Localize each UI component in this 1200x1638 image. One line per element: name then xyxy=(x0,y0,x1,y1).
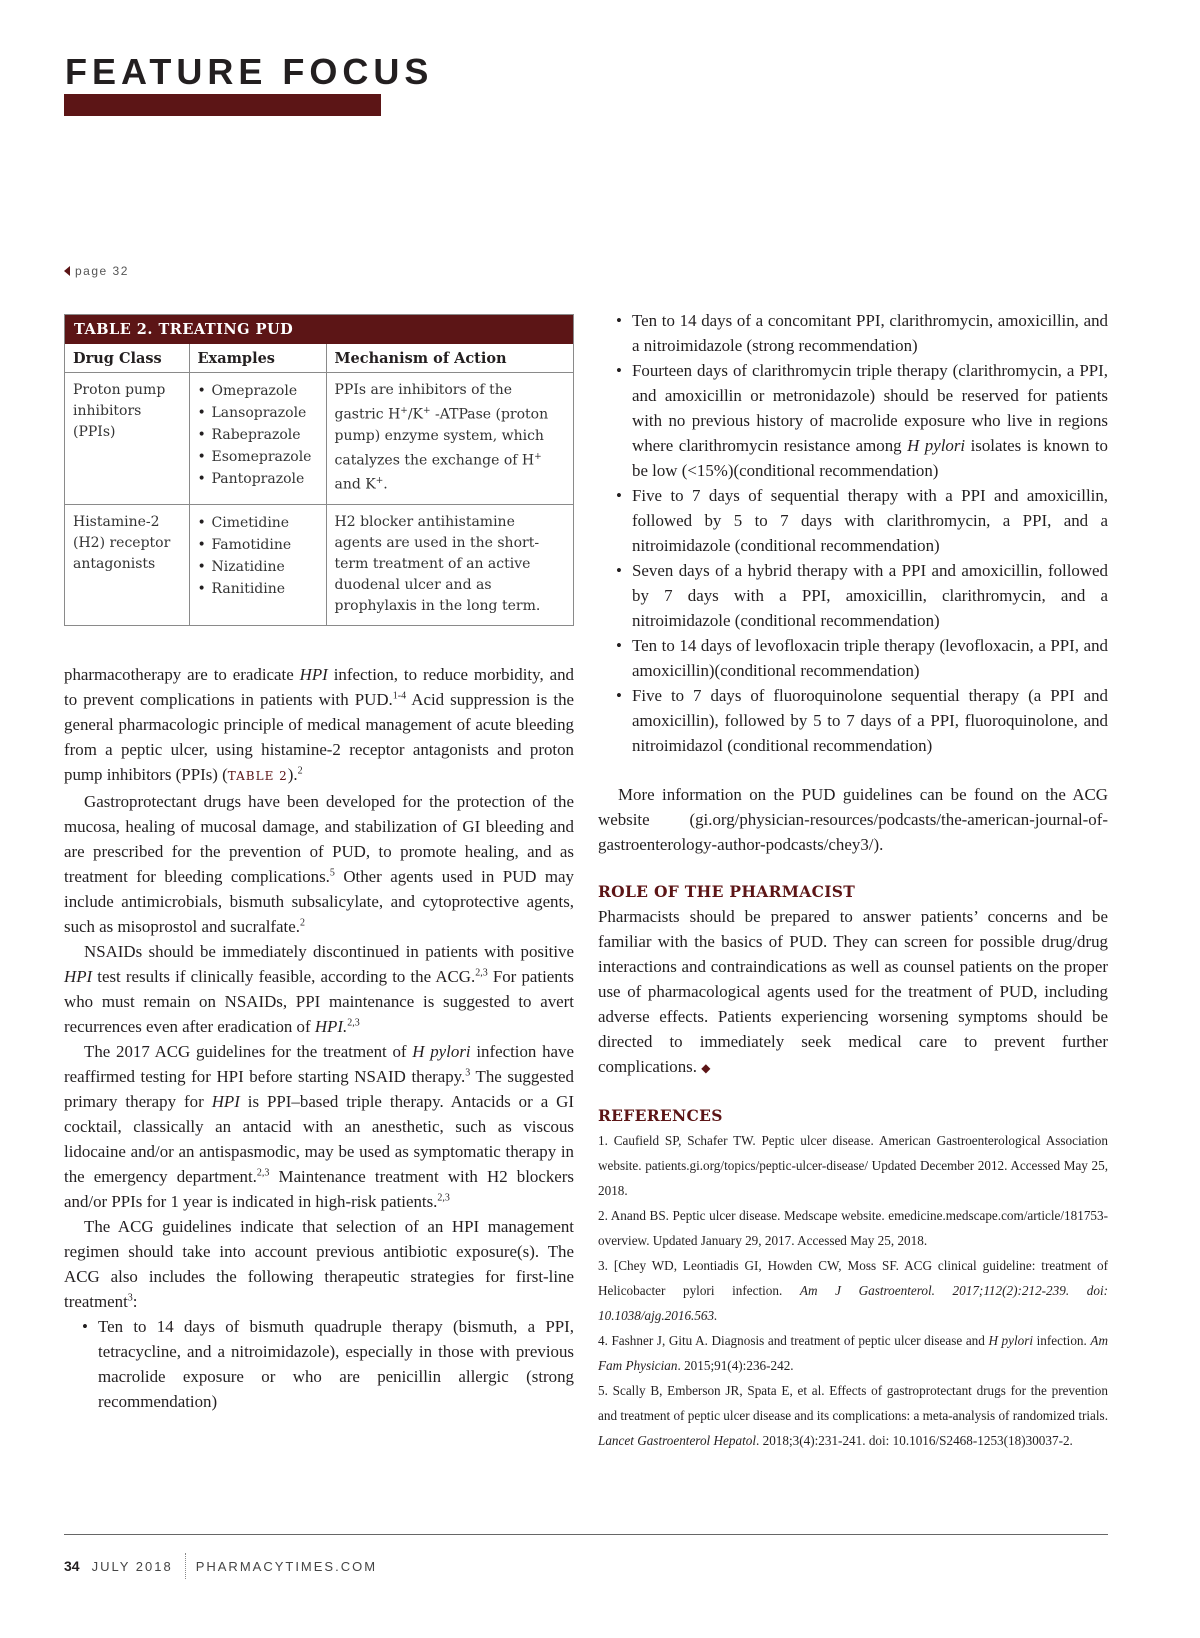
examples-cell xyxy=(189,373,326,505)
footer-separator xyxy=(185,1553,186,1579)
continued-from-label: page 32 xyxy=(75,264,129,278)
mechanism-cell: PPIs are inhibitors of the gastric H+/K+ -ATPase (proton pump) enzyme system, which catalyzes the exchange of H+ and K+. xyxy=(326,373,573,505)
example-item: • Ranitidine xyxy=(198,578,318,600)
footer-divider xyxy=(64,1534,1108,1535)
site-link[interactable]: PHARMACYTIMES.COM xyxy=(195,1558,378,1574)
list-item: • Five to 7 days of fluoroquinolone sequential therapy (a PPI and amoxicillin), followed by 5 to 7 days of a PPI, fluoroquinolone, and nitroimidazol (conditional recommendation) xyxy=(598,683,1108,758)
page-number: 34 xyxy=(64,1558,80,1574)
section-heading-role: ROLE OF THE PHARMACIST xyxy=(598,882,856,901)
list-item: • Five to 7 days of sequential therapy with a PPI and amoxicillin, followed by 5 to 7 days with clarithromycin, a PPI, and a nitroimidazole (conditional recommendation) xyxy=(598,483,1108,558)
example-item: • Pantoprazole xyxy=(198,468,318,490)
example-item: • Cimetidine xyxy=(198,512,318,534)
table-row xyxy=(65,373,573,505)
mechanism-cell: H2 blocker antihistamine agents are used in the short-term treatment of an active duodenal ulcer and as prophylaxis in the long term. xyxy=(326,504,573,625)
paragraph: Gastroprotectant drugs have been developed for the protection of the mucosa, healing of mucosal damage, and stabilization of GI bleeding and are prescribed for the prevention of PUD, to promote healing, and as treatment for bleeding complications.$^5$ Other agents used in PUD may include antimicrobials, bismuth subsalicylate, and cytoprotective agents, such as misoprostol and sucralfate.$^2$ xyxy=(64,792,575,936)
back-arrow-icon xyxy=(64,266,70,276)
example-item: • Esomeprazole xyxy=(198,446,318,468)
paragraph: More information on the PUD guidelines can be found on the ACG website (gi.org/physician-resources/podcasts/the-american-journal-of-gastroenterology-author-podcasts/chey3/). xyxy=(598,785,1108,854)
left-column xyxy=(64,662,574,1414)
paragraph: The ACG guidelines indicate that selection of an HPI management regimen should take into account previous antibiotic exposure(s). The ACG also includes the following therapeutic strategies for first-line treatment$^3$: xyxy=(64,1217,574,1311)
treatment-list xyxy=(64,1314,574,1414)
table-reference-link[interactable]: TABLE 2 xyxy=(227,769,288,783)
column-header-drug-class: Drug Class xyxy=(65,344,189,373)
example-item: • Lansoprazole xyxy=(198,402,318,424)
drug-class-cell: Histamine-2 (H2) receptor antagonists xyxy=(65,504,189,625)
example-item: • Omeprazole xyxy=(198,380,318,402)
reference-item: 5. Scally B, Emberson JR, Spata E, et al. Effects of gastroprotectant drugs for the prevention and treatment of peptic ulcer disease and its complications: a meta-analysis of randomized trials. Lancet Gastroenterol Hepatol. 2018;3(4):231-241. doi: 10.1016/S2468-1253(18)30037-2. xyxy=(598,1383,1108,1448)
reference-item: 4. Fashner J, Gitu A. Diagnosis and treatment of peptic ulcer disease and H pylori infection. Am Fam Physician. 2015;91(4):236-242. xyxy=(598,1333,1108,1373)
footer xyxy=(64,1554,377,1578)
list-item: • Ten to 14 days of a concomitant PPI, clarithromycin, amoxicillin, and a nitroimidazole (strong recommendation) xyxy=(598,308,1108,358)
example-item: • Nizatidine xyxy=(198,556,318,578)
reference-item: 3. [Chey WD, Leontiadis GI, Howden CW, Moss SF. ACG clinical guideline: treatment of Helicobacter pylori infection. Am J Gastroenterol. 2017;112(2):212-239. doi: 10.1038/ajg.2016.563. xyxy=(598,1258,1109,1323)
references-list xyxy=(598,1128,1108,1453)
paragraph: NSAIDs should be immediately discontinued in patients with positive HPI test results if clinically feasible, according to the ACG.$^{2,3}$ For patients who must remain on NSAIDs, PPI maintenance is suggested to avert recurrences even after eradication of HPI.$^{2,3}$ xyxy=(64,942,574,1036)
section-title: FEATURE FOCUS xyxy=(65,51,434,92)
column-header-mechanism: Mechanism of Action xyxy=(326,344,573,373)
examples-cell xyxy=(189,504,326,625)
list-item: • Seven days of a hybrid therapy with a PPI and amoxicillin, followed by 7 days with a PPI, amoxicillin, clarithromycin, and a nitroimidazole (conditional recommendation) xyxy=(598,558,1108,633)
example-item: • Rabeprazole xyxy=(198,424,318,446)
table-title: TABLE 2. TREATING PUD xyxy=(65,315,573,344)
issue-date: JULY 2018 xyxy=(91,1558,173,1574)
end-mark-icon: ◆ xyxy=(701,1061,711,1075)
right-column xyxy=(598,308,1108,1453)
table-row xyxy=(65,504,573,625)
drug-class-cell: Proton pump inhibitors (PPIs) xyxy=(73,382,166,440)
list-item: • Ten to 14 days of bismuth quadruple therapy (bismuth, a PPI, tetracycline, and a nitroimidazole), especially in those with previous macrolide exposure or who are penicillin allergic (strong recommendation) xyxy=(64,1314,574,1414)
table-treating-pud xyxy=(64,314,574,626)
reference-item: 1. Caufield SP, Schafer TW. Peptic ulcer disease. American Gastroenterological Association website. patients.gi.org/topics/peptic-ulcer-disease/ Updated December 2012. Accessed May 25, 2018. xyxy=(598,1133,1108,1198)
paragraph: pharmacotherapy are to eradicate HPI infection, to reduce morbidity, and to prevent complications in patients with PUD.$^{1-4}$ Acid suppression is the general pharmacologic principle of medical management of acute bleeding from a peptic ulcer, using histamine-2 receptor antagonists and proton pump inhibitors (PPIs) (TABLE 2).$^2$ xyxy=(64,665,575,784)
paragraph: The 2017 ACG guidelines for the treatment of H pylori infection have reaffirmed testing for HPI before starting NSAID therapy.$^3$ The suggested primary therapy for HPI is PPI–based triple therapy. Antacids or a GI cocktail, classically an antacid with an anesthetic, such as viscous lidocaine and/or an antispasmodic, may be used as symptomatic therapy in the emergency department.$^{2,3}$ Maintenance treatment with H2 blockers and/or PPIs for 1 year is indicated in high-risk patients.$^{2,3}$ xyxy=(64,1042,575,1211)
reference-item: 2. Anand BS. Peptic ulcer disease. Medscape website. emedicine.medscape.com/article/181753-overview. Updated January 29, 2017. Accessed May 25, 2018. xyxy=(598,1208,1108,1248)
treatment-list xyxy=(598,308,1108,758)
list-item: • Ten to 14 days of levofloxacin triple therapy (levofloxacin, a PPI, and amoxicillin)(conditional recommendation) xyxy=(598,633,1108,683)
column-header-examples: Examples xyxy=(189,344,326,373)
section-title-bar xyxy=(64,94,381,116)
paragraph: Pharmacists should be prepared to answer patients’ concerns and be familiar with the basics of PUD. They can screen for possible drug/drug interactions and contraindications as well as counsel patients on the proper use of pharmacological agents used for the treatment of PUD, including adverse effects. Patients experiencing worsening symptoms should be directed to immediately seek medical care to prevent further complications. ◆ xyxy=(598,907,1108,1076)
section-heading-references: REFERENCES xyxy=(598,1106,723,1125)
list-item: • Fourteen days of clarithromycin triple therapy (clarithromycin, a PPI, and amoxicillin or metronidazole) should be reserved for patients with no previous history of macrolide exposure who live in regions where clarithromycin resistance among H pylori isolates is known to be low (<15%)(conditional recommendation) xyxy=(598,358,1108,483)
example-item: • Famotidine xyxy=(198,534,318,556)
continued-from-link[interactable] xyxy=(64,264,129,278)
